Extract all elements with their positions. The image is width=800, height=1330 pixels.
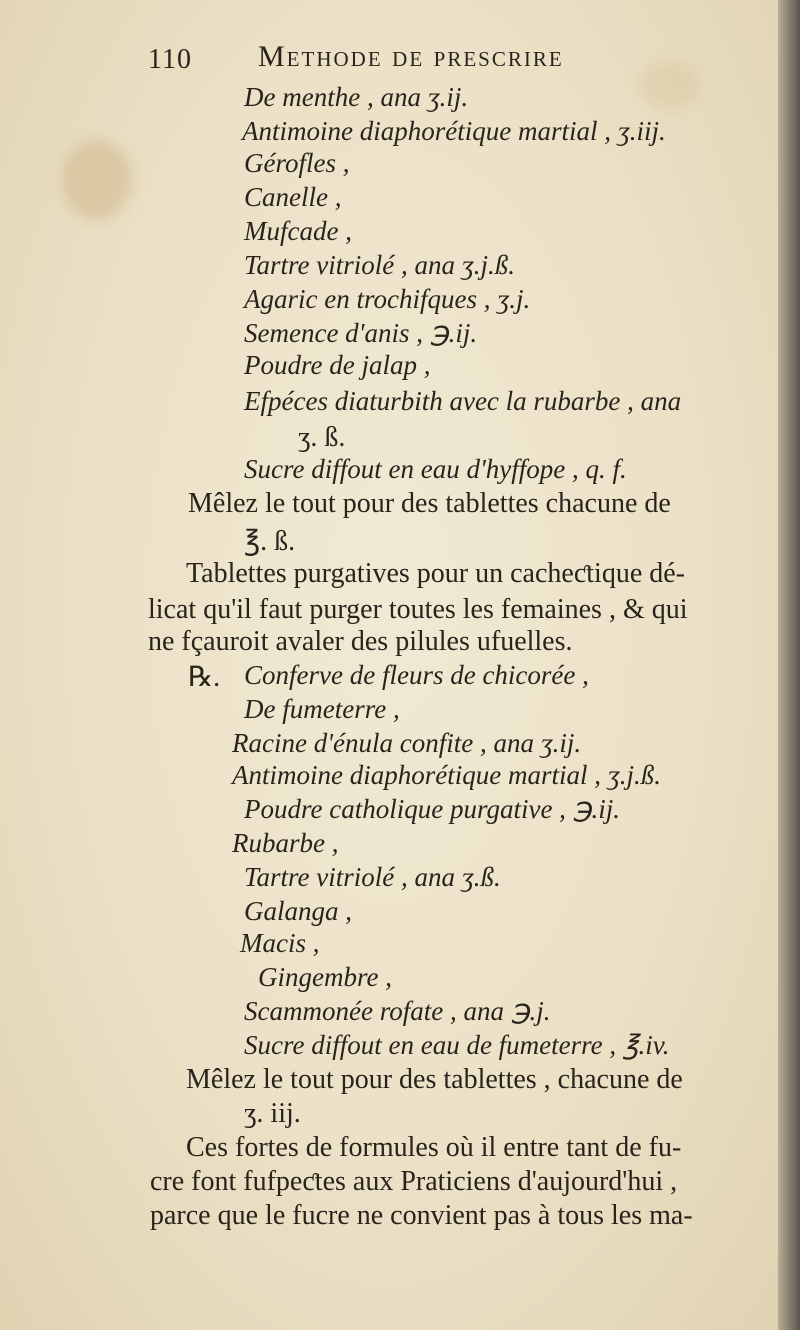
text-line: licat qu'il faut purger toutes les femaines , & qui xyxy=(148,594,688,625)
text-line: Tablettes purgatives pour un cacheƈtique dé- xyxy=(186,558,685,589)
text-line: Mufcade , xyxy=(244,216,352,246)
paper-stain xyxy=(640,60,700,110)
text-line: Ces fortes de formules où il entre tant de fu- xyxy=(186,1132,682,1163)
text-line: De menthe , ana ʒ.ij. xyxy=(244,82,469,112)
text-line: De fumeterre , xyxy=(244,694,400,724)
text-line: Scammonée rofate , ana ℈.j. xyxy=(244,996,551,1026)
text-line: ℥. ß. xyxy=(244,526,296,557)
text-line: Antimoine diaphorétique martial , ʒ.j.ß. xyxy=(232,760,661,790)
text-line: Poudre de jalap , xyxy=(244,350,431,380)
text-line: Poudre catholique purgative , ℈.ij. xyxy=(244,794,621,824)
text-line: Agaric en trochifques , ʒ.j. xyxy=(244,284,531,314)
text-line: cre font fufpeƈtes aux Praticiens d'aujourd'hui , xyxy=(150,1166,678,1197)
text-line: Sucre diffout en eau d'hyffope , q. f. xyxy=(244,454,627,484)
page-number: 110 xyxy=(148,44,192,75)
text-line: ne fçauroit avaler des pilules ufuelles. xyxy=(148,626,573,657)
text-line: Galanga , xyxy=(244,896,352,926)
text-line: Mêlez le tout pour des tablettes chacune de xyxy=(188,488,671,519)
text-line: Gérofles , xyxy=(244,148,350,178)
text-line: Sucre diffout en eau de fumeterre , ℥.iv. xyxy=(244,1030,670,1060)
text-line: Racine d'énula confite , ana ʒ.ij. xyxy=(232,728,582,758)
text-line: Gingembre , xyxy=(258,962,392,992)
text-line: parce que le fucre ne convient pas à tous les ma- xyxy=(150,1200,693,1231)
page-edge-shadow xyxy=(778,0,800,1330)
paper-stain xyxy=(62,140,132,220)
text-line: Canelle , xyxy=(244,182,342,212)
text-line: Antimoine diaphorétique martial , ʒ.iij. xyxy=(242,116,666,146)
text-line: Efpéces diaturbith avec la rubarbe , ana xyxy=(244,386,682,416)
text-line: Macis , xyxy=(240,928,320,958)
text-line: Tartre vitriolé , ana ʒ.ß. xyxy=(244,862,501,892)
text-line: Mêlez le tout pour des tablettes , chacune de xyxy=(186,1064,683,1095)
text-line: Conferve de fleurs de chicorée , xyxy=(244,660,589,690)
text-line: ʒ. iij. xyxy=(244,1098,301,1129)
recipe-symbol: ℞. xyxy=(188,662,221,693)
text-line: Rubarbe , xyxy=(232,828,339,858)
text-line: Semence d'anis , ℈.ij. xyxy=(244,318,478,348)
text-line: Tartre vitriolé , ana ʒ.j.ß. xyxy=(244,250,516,280)
running-header: Methode de prescrire xyxy=(258,40,564,73)
text-line: ʒ. ß. xyxy=(298,422,346,453)
